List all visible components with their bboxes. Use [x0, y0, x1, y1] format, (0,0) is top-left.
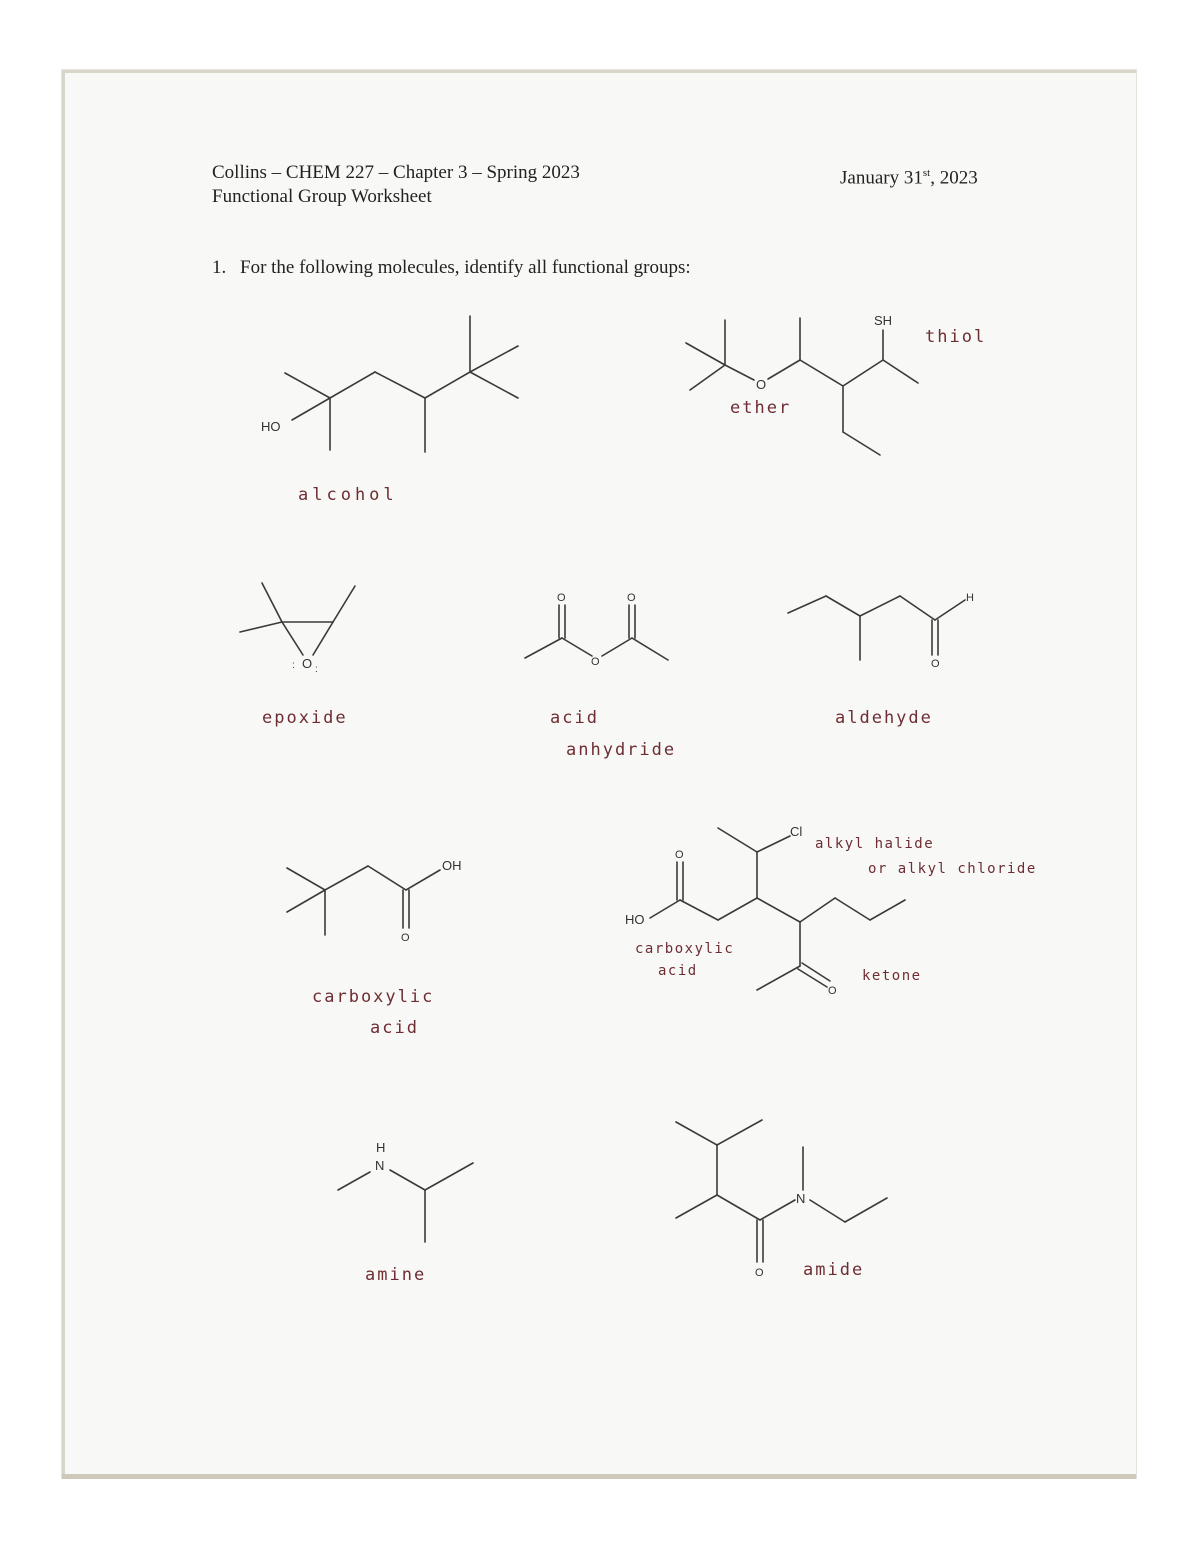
atom-o: O — [591, 656, 600, 668]
answer-alcohol: alcohol — [298, 485, 398, 505]
atom-oh: OH — [442, 858, 462, 873]
course-title: Collins – CHEM 227 – Chapter 3 – Spring 2023 — [212, 162, 580, 183]
answer-carboxylic-line2: acid — [370, 1018, 419, 1038]
question-text: For the following molecules, identify all functional groups: — [240, 257, 691, 278]
answer-amide: amide — [803, 1260, 865, 1280]
question-number: 1. — [212, 257, 227, 278]
answer-carboxylic-small-line1: carboxylic — [635, 941, 735, 957]
atom-o: O — [675, 849, 684, 861]
atom-nh-h: H — [376, 1140, 386, 1155]
answer-anhydride-line2: anhydride — [566, 740, 677, 760]
molecule-carboxylic-acid — [287, 858, 462, 944]
answer-aldehyde: aldehyde — [835, 708, 933, 728]
answer-ether: ether — [730, 398, 792, 418]
atom-n: N — [796, 1191, 806, 1206]
atom-o: O — [302, 656, 313, 671]
atom-o: O — [828, 985, 837, 997]
date-superscript: st — [922, 167, 931, 179]
molecule-epoxide — [240, 583, 355, 675]
molecule-amine — [338, 1140, 473, 1242]
atom-nh-n: N — [375, 1158, 385, 1173]
date-prefix: January 31 — [840, 167, 923, 189]
answer-amine: amine — [365, 1265, 427, 1285]
atom-h: H — [966, 592, 974, 604]
worksheet-title: Functional Group Worksheet — [212, 186, 432, 207]
lone-pair-dots: : — [315, 664, 318, 675]
molecule-aldehyde — [788, 592, 974, 670]
atom-o: O — [557, 592, 566, 604]
answer-alkyl-halide-line1: alkyl halide — [815, 836, 935, 852]
atom-cl: Cl — [790, 824, 803, 839]
molecule-ether-thiol — [686, 313, 918, 455]
answer-carboxylic-small-line2: acid — [658, 963, 698, 979]
atom-o: O — [627, 592, 636, 604]
atom-ho: HO — [625, 912, 645, 927]
answer-alkyl-halide-line2: or alkyl chloride — [868, 861, 1037, 877]
molecule-anhydride — [525, 592, 668, 668]
atom-ho: HO — [261, 419, 281, 434]
answer-ketone: ketone — [862, 968, 922, 984]
lone-pair-dots: : — [292, 660, 295, 671]
answer-thiol: thiol — [925, 327, 987, 347]
atom-sh: SH — [874, 313, 893, 328]
atom-o: O — [401, 932, 410, 944]
answer-epoxide: epoxide — [262, 708, 348, 728]
atom-o: O — [755, 1267, 764, 1279]
answer-carboxylic-line1: carboxylic — [312, 987, 435, 1007]
molecule-alcohol — [261, 316, 518, 452]
atom-o: O — [931, 658, 940, 670]
atom-o: O — [756, 377, 767, 392]
date-suffix: , 2023 — [930, 167, 978, 189]
answer-anhydride-line1: acid — [550, 708, 599, 728]
